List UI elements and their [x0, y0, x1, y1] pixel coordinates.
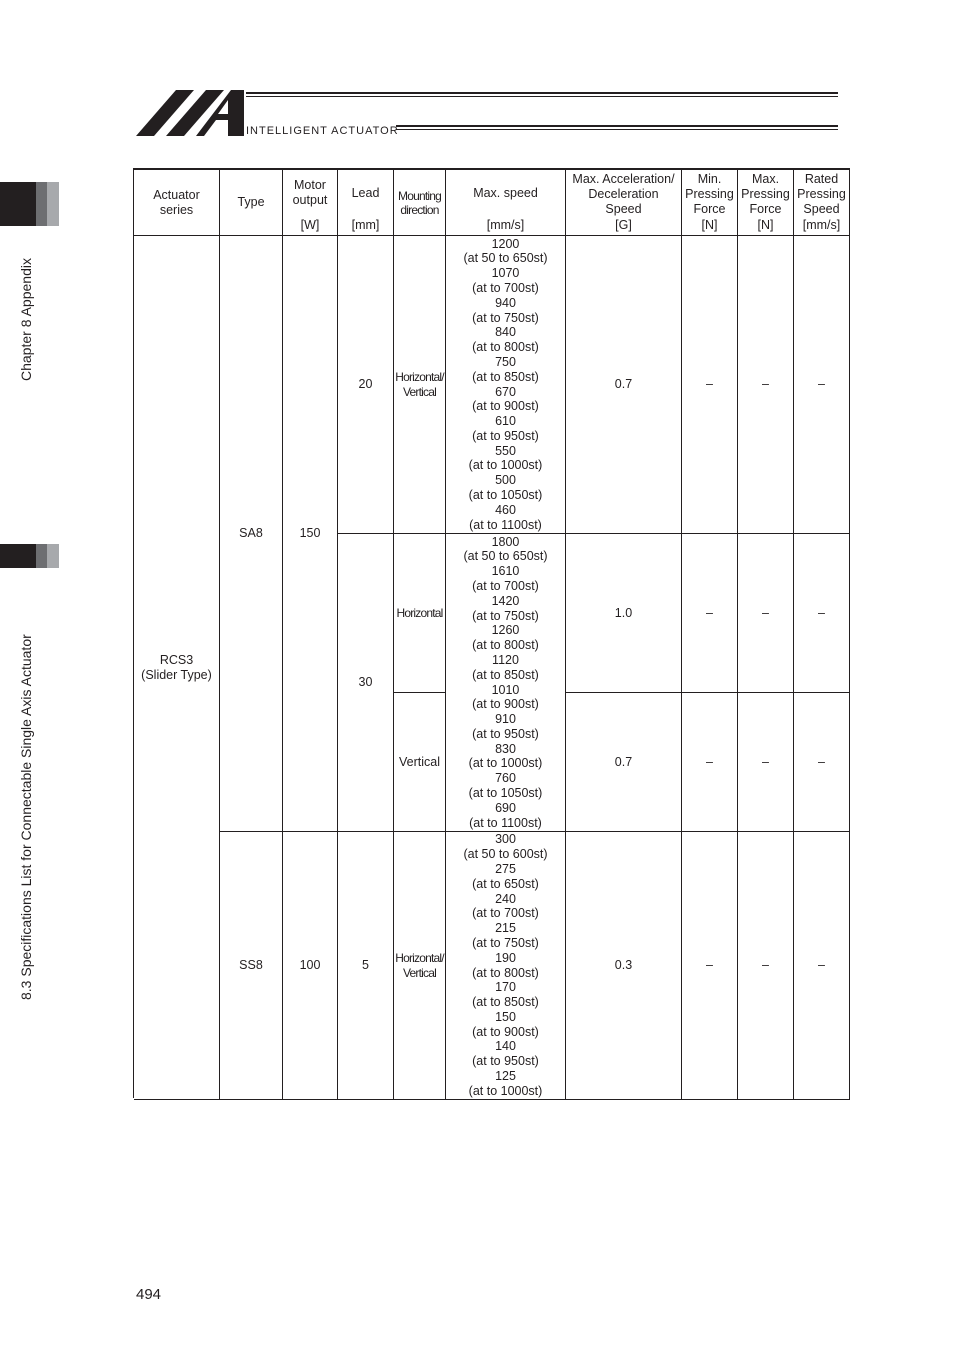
- cell-motor-sa8: 150: [283, 236, 338, 832]
- header-actuator-series: [134, 170, 220, 236]
- cell-min-force-sa8-20: –: [682, 236, 738, 534]
- chapter-tab-dark: [0, 182, 36, 226]
- cell-accel-ss8: 0.3: [566, 832, 682, 1100]
- cell-mount-sa8-30-vertical: Vertical: [394, 693, 446, 832]
- header-label: Mounting direction: [398, 188, 441, 217]
- chapter-tab-light: [47, 182, 59, 226]
- header-unit: [G]: [615, 218, 632, 233]
- cell-mount-sa8-30-horizontal: Horizontal: [394, 534, 446, 693]
- header-unit: [W]: [300, 218, 320, 233]
- cell-max-force-sa8-20: –: [738, 236, 794, 534]
- cell-max-force-ss8: –: [738, 832, 794, 1100]
- cell-speed-sa8-30: 1800 (at 50 to 650st) 1610 (at to 700st) 1420 (at to 750st) 1260 (at to 800st) 1120 (at to 850st) 1010 (at to 900st) 910 (at to 950st) 830 (at to 1000st) 760 (at to 1050st) 690 (at to 1100st): [446, 534, 566, 832]
- header-max-acceleration: [566, 170, 682, 236]
- cell-max-force-sa8-30-vertical: –: [738, 693, 794, 832]
- section-tab-mid: [36, 544, 47, 568]
- chapter-label: Chapter 8 Appendix: [18, 258, 34, 381]
- cell-accel-sa8-30-vertical: 0.7: [566, 693, 682, 832]
- iai-logo: [136, 90, 246, 136]
- cell-min-force-ss8: –: [682, 832, 738, 1100]
- section-tab-light: [47, 544, 59, 568]
- cell-lead-sa8-30: 30: [338, 534, 394, 832]
- header-label: Max. Pressing Force: [741, 172, 790, 216]
- header-unit: [mm/s]: [802, 218, 841, 233]
- cell-mount-sa8-20: Horizontal/ Vertical: [394, 236, 446, 534]
- cell-min-force-sa8-30-vertical: –: [682, 693, 738, 832]
- cell-type-sa8: SA8: [220, 236, 283, 832]
- header-lead: [338, 170, 394, 236]
- header-motor-output: [283, 170, 338, 236]
- header-max-pressing-force: [738, 170, 794, 236]
- header-label: Min. Pressing Force: [685, 172, 734, 216]
- header-rule-bottom-thin: [396, 129, 838, 130]
- cell-rated-speed-sa8-30-horizontal: –: [794, 534, 850, 693]
- cell-rated-speed-sa8-20: –: [794, 236, 850, 534]
- section-tab-dark: [0, 544, 36, 568]
- header-unit: [mm]: [351, 218, 380, 233]
- header-mounting-direction: [394, 170, 446, 236]
- cell-lead-sa8-20: 20: [338, 236, 394, 534]
- cell-speed-ss8: 300 (at 50 to 600st) 275 (at to 650st) 240 (at to 700st) 215 (at to 750st) 190 (at to 800st) 170 (at to 850st) 150 (at to 900st) 140 (at to 950st) 125 (at to 1000st): [446, 832, 566, 1100]
- header-label: Lead: [351, 186, 380, 200]
- page-number: 494: [136, 1286, 162, 1303]
- header-label: Type: [237, 195, 265, 210]
- header-unit: [N]: [757, 218, 774, 233]
- cell-accel-sa8-30-horizontal: 1.0: [566, 534, 682, 693]
- header-rated-pressing-speed: [794, 170, 850, 236]
- chapter-tab-mid: [36, 182, 47, 226]
- header-rule-top-thin: [246, 96, 838, 97]
- cell-rated-speed-sa8-30-vertical: –: [794, 693, 850, 832]
- specifications-table: [133, 168, 850, 1098]
- header-label: Max. speed: [473, 186, 538, 200]
- header-max-speed: [446, 170, 566, 236]
- header-rule-bottom: [396, 125, 838, 127]
- cell-motor-ss8: 100: [283, 832, 338, 1100]
- cell-lead-ss8: 5: [338, 832, 394, 1100]
- cell-rated-speed-ss8: –: [794, 832, 850, 1100]
- header-rule-top: [246, 92, 838, 94]
- cell-accel-sa8-20: 0.7: [566, 236, 682, 534]
- header-unit: [N]: [701, 218, 718, 233]
- header-unit: [mm/s]: [486, 218, 525, 233]
- header-label: Rated Pressing Speed: [797, 172, 846, 216]
- header-type: [220, 170, 283, 236]
- brand-tagline: INTELLIGENT ACTUATOR: [246, 125, 399, 137]
- cell-mount-ss8: Horizontal/ Vertical: [394, 832, 446, 1100]
- cell-max-force-sa8-30-horizontal: –: [738, 534, 794, 693]
- header-label: Max. Acceleration/ Deceleration Speed: [572, 172, 675, 216]
- cell-actuator-series: RCS3 (Slider Type): [134, 236, 220, 1100]
- header-label: Actuator series: [153, 187, 200, 217]
- section-label: 8.3 Specifications List for Connectable Single Axis Actuator: [18, 634, 34, 1000]
- header-label: Motor output: [292, 178, 328, 207]
- cell-type-ss8: SS8: [220, 832, 283, 1100]
- cell-min-force-sa8-30-horizontal: –: [682, 534, 738, 693]
- header-min-pressing-force: [682, 170, 738, 236]
- cell-speed-sa8-20: 1200 (at 50 to 650st) 1070 (at to 700st) 940 (at to 750st) 840 (at to 800st) 750 (at to 850st) 670 (at to 900st) 610 (at to 950st) 550 (at to 1000st) 500 (at to 1050st) 460 (at to 1100st): [446, 236, 566, 534]
